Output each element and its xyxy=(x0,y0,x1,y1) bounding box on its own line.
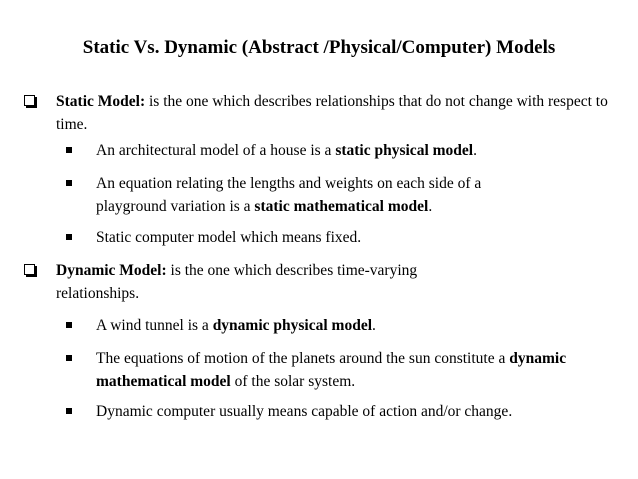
square-bullet-icon xyxy=(66,147,72,153)
static-bullet-1 xyxy=(60,139,600,162)
checkbox-bullet-icon xyxy=(24,95,35,106)
dynamic-model-term: Dynamic Model: xyxy=(56,262,167,279)
bullet-bold-text: static mathematical model xyxy=(254,198,429,215)
square-bullet-icon xyxy=(66,180,72,186)
bullet-text-end: of the solar system. xyxy=(230,373,356,390)
bullet-text: Static computer model which means fixed. xyxy=(96,229,362,246)
bullet-bold-text: dynamic physical model xyxy=(212,317,373,334)
static-model-term: Static Model: xyxy=(56,93,146,110)
bullet-text-end: . xyxy=(473,142,477,159)
dynamic-bullet-1 xyxy=(60,314,600,337)
static-model-text xyxy=(56,90,620,136)
square-bullet-icon xyxy=(66,355,72,361)
bullet-text: A wind tunnel is a xyxy=(96,317,213,334)
checkbox-bullet-icon xyxy=(24,264,35,275)
bullet-text-end: . xyxy=(428,198,433,215)
slide-title: Static Vs. Dynamic (Abstract /Physical/Computer) Models xyxy=(82,37,556,58)
dynamic-model-text xyxy=(56,259,450,305)
bullet-text-end: . xyxy=(372,317,376,334)
static-bullet-3 xyxy=(60,226,600,249)
bullet-text: An equation relating the lengths and weights on each side of a playground variation is a xyxy=(96,175,482,215)
dynamic-model-item xyxy=(20,259,450,305)
square-bullet-icon xyxy=(66,234,72,240)
static-bullet-2 xyxy=(60,172,510,218)
dynamic-model-desc: is the one which describes time-varying relationships. xyxy=(56,262,418,302)
square-bullet-icon xyxy=(66,322,72,328)
static-model-item xyxy=(20,90,620,136)
bullet-text: The equations of motion of the planets around the sun constitute a xyxy=(96,350,510,367)
dynamic-bullet-3 xyxy=(60,400,600,423)
bullet-text: An architectural model of a house is a xyxy=(96,142,336,159)
square-bullet-icon xyxy=(66,408,72,414)
bullet-text: Dynamic computer usually means capable of action and/or change. xyxy=(96,403,513,420)
dynamic-bullet-2 xyxy=(60,347,575,393)
bullet-bold-text: static physical model xyxy=(335,142,474,159)
bullet-bold-text: dynamic mathematical model xyxy=(96,350,567,390)
static-model-desc: is the one which describes relationships that do not change with respect to time. xyxy=(56,93,608,133)
